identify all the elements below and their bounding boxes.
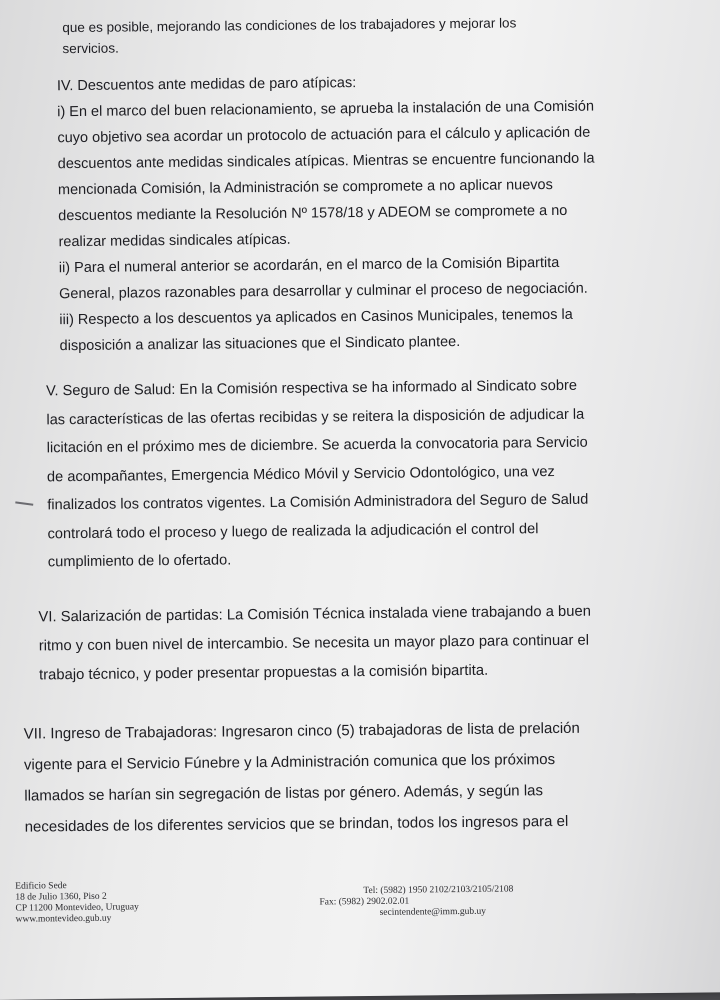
section-v-paragraph — [34, 371, 651, 577]
footer-building: Edificio Sede — [15, 881, 67, 892]
footer-address — [15, 880, 139, 925]
text-line: mencionada Comisión, la Administración se compromete a no aplicar nuevos — [57, 177, 553, 199]
text-line: de acompañantes, Emergencia Médico Móvil y Servicio Odontológico, una vez — [46, 463, 555, 485]
document-body — [23, 11, 654, 842]
text-line: vigente para el Servicio Fúnebre y la Administración comunica que los próximos — [23, 750, 556, 774]
section-iv-heading: IV. Descuentos ante medidas de paro atípicas: — [56, 75, 357, 95]
intro-paragraph — [30, 11, 645, 59]
section-vi-heading: VI. Salarización de partidas: La Comisión Técnica instalada viene trabajando a buen — [38, 603, 592, 625]
text-line: iii) Respecto a los descuentos ya aplicados en Casinos Municipales, tenemos la — [59, 306, 573, 329]
footer-web: www.montevideo.gub.uy — [15, 913, 112, 925]
text-line: disposición a analizar las situaciones que el Sindicato plantee. — [59, 333, 461, 355]
text-line: descuentos ante medidas sindicales atípicas. Mientras se encuentre funcionando la — [57, 150, 595, 173]
text-line: llamados se harían sin segregación de listas por género. Además, y según las — [24, 781, 544, 805]
section-vi-paragraph — [36, 597, 652, 690]
text-line: realizar medidas sindicales atípicas. — [58, 231, 291, 251]
text-line: ritmo y con buen nivel de intercambio. Se necesita un mayor plazo para continuar el — [38, 632, 590, 654]
text-line: que es posible, mejorando las condiciones de los trabajadores y mejorar los — [62, 15, 517, 36]
text-line: las características de las ofertas recibidas y se reitera la disposición de adjudicar la — [46, 406, 585, 428]
footer-tel: Tel: (5982) 1950 2102/2103/2105/2108 — [363, 884, 514, 897]
text-line: controlará todo el proceso y luego de realizada la adjudicación el control del — [47, 520, 539, 542]
footer-fax: Fax: (5982) 2902.02.01 — [319, 896, 410, 908]
section-v-heading: V. Seguro de Salud: En la Comisión respectiva se ha informado al Sindicato sobre — [46, 377, 577, 400]
text-line: necesidades de los diferentes servicios que se brindan, todos los ingresos para el — [24, 812, 569, 836]
footer-contact — [319, 884, 513, 919]
text-line: trabajo técnico, y poder presentar propuestas a la comisión bipartita. — [38, 662, 489, 683]
text-line: General, plazos razonables para desarrollar y culminar el proceso de negociación. — [59, 280, 588, 303]
footer-street: 18 de Julio 1360, Piso 2 — [15, 891, 107, 903]
section-vii-paragraph — [24, 711, 654, 842]
text-line: cumplimiento de lo ofertado. — [47, 552, 232, 571]
text-line: descuentos mediante la Resolución Nº 1578/18 y ADEOM se compromete a no — [58, 202, 568, 225]
text-line: licitación en el próximo mes de diciembre. Se acuerda la convocatoria para Servicio — [46, 434, 588, 457]
text-line: finalizados los contratos vigentes. La Comisión Administradora del Seguro de Salud — [47, 491, 589, 514]
text-line: ii) Para el numeral anterior se acordarán, en el marco de la Comisión Bipartita — [58, 254, 560, 277]
footer-city: CP 11200 Montevideo, Uruguay — [15, 902, 139, 914]
text-line: cuyo objetivo sea acordar un protocolo de actuación para el cálculo y aplicación de — [57, 124, 591, 147]
section-iv-paragraph — [31, 67, 649, 359]
pen-mark — [15, 501, 33, 505]
footer-email: secintendente@imm.gub.uy — [379, 906, 487, 918]
text-line: i) En el marco del buen relacionamiento, se aprueba la instalación de una Comisión — [57, 98, 595, 121]
text-line: servicios. — [62, 40, 119, 57]
section-vii-heading: VII. Ingreso de Trabajadoras: Ingresaron cinco (5) trabajadoras de lista de prelación — [23, 719, 580, 743]
